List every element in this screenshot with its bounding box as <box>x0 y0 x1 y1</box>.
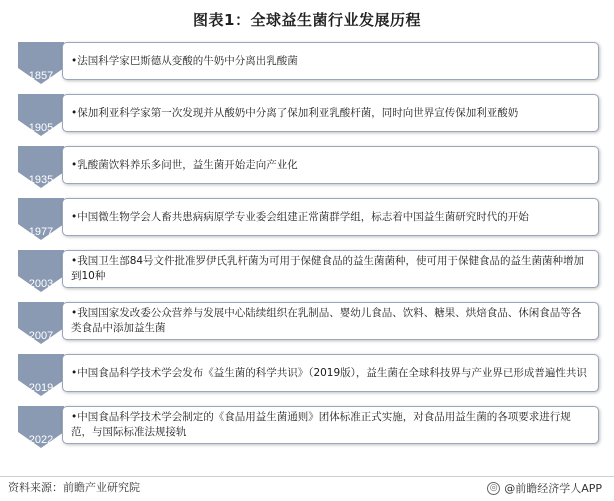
year-label: 1977 <box>28 226 54 238</box>
event-text: •中国食品科学技术学会制定的《食品用益生菌通则》团体标准正式实施，对食品用益生菌的各项要求进行规范，与国际标准法规接轨 <box>71 411 571 438</box>
timeline-row <box>0 198 614 240</box>
timeline-row <box>0 302 614 344</box>
event-text: •法国科学家巴斯德从变酸的牛奶中分离出乳酸菌 <box>71 54 298 67</box>
year-label: 1905 <box>28 122 54 134</box>
event-box <box>62 250 599 288</box>
event-box <box>62 406 599 444</box>
event-text: •中国微生物学会人畜共患病病原学专业委会组建正常菌群学组，标志着中国益生菌研究时代的开始 <box>71 210 529 223</box>
chart-title: 图表1：全球益生菌行业发展历程 <box>193 11 421 29</box>
year-label: 2007 <box>28 330 54 342</box>
brand-credit <box>487 480 602 496</box>
event-box <box>62 42 599 80</box>
event-box <box>62 354 599 392</box>
brand-text: @前瞻经济学人APP <box>504 482 602 495</box>
year-label: 2022 <box>28 434 54 446</box>
event-text: •保加利亚科学家第一次发现并从酸奶中分离了保加利亚乳酸杆菌，同时向世界宣传保加利亚酸奶 <box>71 106 519 119</box>
year-label: 1857 <box>28 70 54 82</box>
footer-divider <box>0 476 614 477</box>
year-label: 1935 <box>28 174 54 186</box>
event-text: •我国国家发改委公众营养与发展中心陆续组织在乳制品、婴幼儿食品、饮料、糖果、烘焙食品、休闲食品等各类食品中添加益生菌 <box>71 307 582 334</box>
event-box <box>62 146 599 184</box>
event-text: •乳酸菌饮料养乐多问世，益生菌开始走向产业化 <box>71 158 298 171</box>
year-label: 2003 <box>28 278 54 290</box>
year-label: 2019 <box>28 382 54 394</box>
timeline-row <box>0 250 614 292</box>
event-text: •中国食品科学技术学会发布《益生菌的科学共识》（2019版），益生菌在全球科技界与产业界已形成普遍性共识 <box>71 366 587 379</box>
event-box <box>62 94 599 132</box>
timeline-row <box>0 94 614 136</box>
timeline-row <box>0 42 614 84</box>
timeline-row <box>0 146 614 188</box>
event-box <box>62 302 599 340</box>
qianzhan-logo-icon: ◎ <box>487 482 500 495</box>
timeline-row <box>0 406 614 448</box>
source-note: 资料来源：前瞻产业研究院 <box>8 481 140 494</box>
event-box <box>62 198 599 236</box>
timeline-row <box>0 354 614 396</box>
event-text: •我国卫生部84号文件批准罗伊氏乳杆菌为可用于保健食品的益生菌菌种，使可用于保健食品的益生菌菌种增加到10种 <box>71 255 585 282</box>
